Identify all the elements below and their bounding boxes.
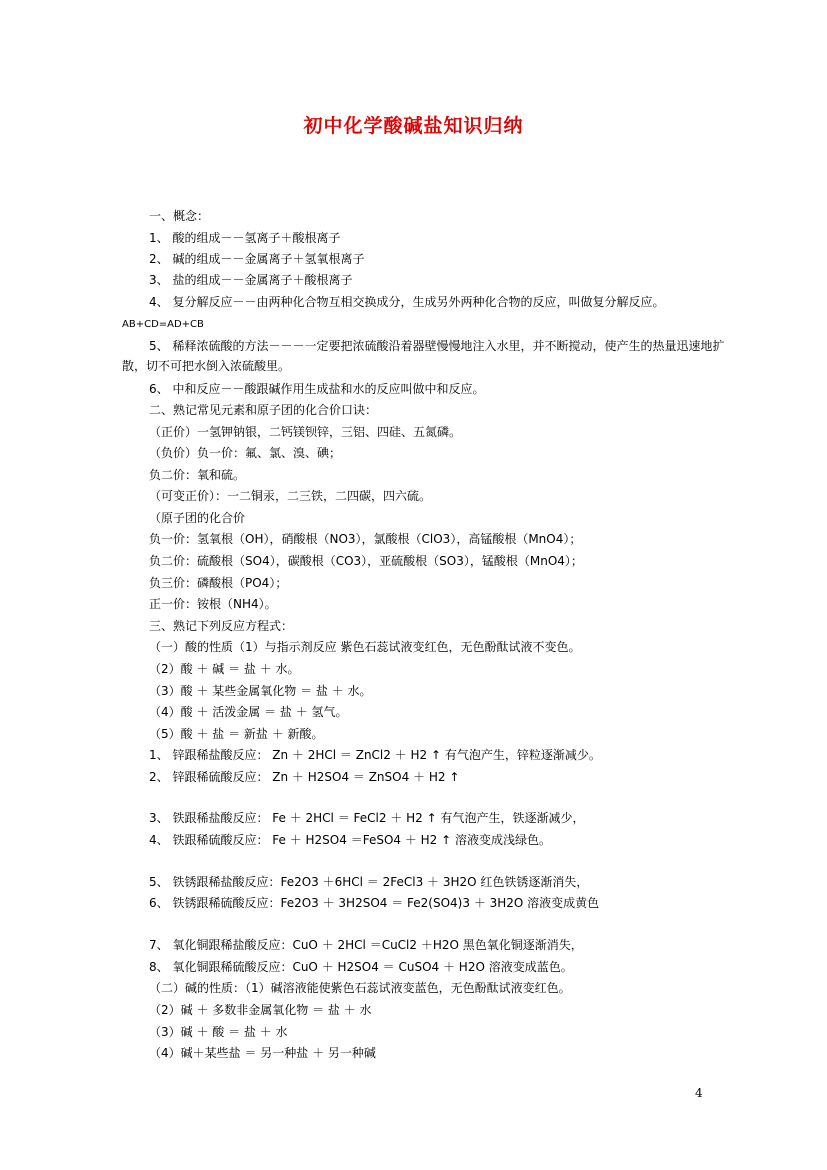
text-line: 5、 铁锈跟稀盐酸反应：Fe2O3 ＋6HCl ＝ 2FeCl3 ＋ 3H2O 红色铁锈逐渐消失， — [149, 875, 589, 889]
text-line: （4）碱＋某些盐 ＝ 另一种盐 ＋ 另一种碱 — [149, 1046, 376, 1060]
text-line: 1、 酸的组成－－氢离子＋酸根离子 — [149, 231, 341, 245]
text-line: 3、 盐的组成－－金属离子＋酸根离子 — [149, 273, 353, 287]
text-line: （可变正价）：一二铜汞，二三铁，二四碳，四六硫。 — [149, 489, 432, 503]
text-line: （2）碱 ＋ 多数非金属氧化物 ＝ 盐 ＋ 水 — [149, 1003, 372, 1017]
text-line: （2）酸 ＋ 碱 ＝ 盐 ＋ 水。 — [149, 662, 300, 676]
text-line: （5）酸 ＋ 盐 ＝ 新盐 ＋ 新酸。 — [149, 727, 324, 741]
text-line: （负价）负一价：氟、氯、溴、碘； — [149, 446, 342, 460]
text-line: 2、 锌跟稀硫酸反应： Zn ＋ H2SO4 ＝ ZnSO4 ＋ H2 ↑ — [149, 770, 460, 784]
section-heading: 一、概念： — [149, 209, 210, 223]
text-line: AB+CD=AD+CB — [122, 319, 204, 330]
section-heading: 二、熟记常见元素和原子团的化合价口诀： — [149, 403, 378, 417]
text-line: （一）酸的性质（1）与指示剂反应 紫色石蕊试液变红色，无色酚酞试液不变色。 — [149, 640, 581, 654]
text-line: 2、 碱的组成－－金属离子＋氢氧根离子 — [149, 252, 365, 266]
text-line: 3、 铁跟稀盐酸反应： Fe ＋ 2HCl ＝ FeCl2 ＋ H2 ↑ 有气泡产生，铁逐渐减少， — [149, 811, 585, 825]
text-line: 4、 复分解反应－－由两种化合物互相交换成分，生成另外两种化合物的反应，叫做复分解反应。 — [149, 295, 665, 309]
text-line: 7、 氧化铜跟稀盐酸反应：CuO ＋ 2HCl ＝CuCl2 ＋H2O 黑色氧化铜逐渐消失， — [149, 938, 583, 952]
text-line: （3）酸 ＋ 某些金属氧化物 ＝ 盐 ＋ 水。 — [149, 684, 372, 698]
text-line: （原子团的化合价 — [149, 511, 246, 525]
text-paragraph: 5、 稀释浓硫酸的方法－－－一定要把浓硫酸沿着器壁慢慢地注入水里，并不断搅动，使产生的热量迅速地扩散，切不可把水倒入浓硫酸里。 — [122, 339, 725, 373]
text-line: （二）碱的性质：（1）碱溶液能使紫色石蕊试液变蓝色，无色酚酞试液变红色。 — [149, 981, 571, 995]
text-line: 4、 铁跟稀硫酸反应： Fe ＋ H2SO4 ＝FeSO4 ＋ H2 ↑ 溶液变成浅绿色。 — [149, 833, 551, 847]
text-line: 1、 锌跟稀盐酸反应： Zn ＋ 2HCl ＝ ZnCl2 ＋ H2 ↑ 有气泡产生，锌粒逐渐减少。 — [149, 748, 601, 762]
text-line: 负二价：氧和硫。 — [149, 468, 246, 482]
document-title: 初中化学酸碱盐知识归纳 — [303, 115, 524, 137]
text-line: （3）碱 ＋ 酸 ＝ 盐 ＋ 水 — [149, 1025, 288, 1039]
text-line: 6、 中和反应－－酸跟碱作用生成盐和水的反应叫做中和反应。 — [149, 382, 485, 396]
page-number: 4 — [695, 1086, 703, 1100]
text-line: 负一价：氢氧根（OH），硝酸根（NO3），氯酸根（ClO3），高锰酸根（MnO4）； — [149, 532, 582, 546]
section-heading: 三、熟记下列反应方程式： — [149, 619, 294, 633]
text-line: 6、 铁锈跟稀硫酸反应：Fe2O3 ＋ 3H2SO4 ＝ Fe2(SO4)3 ＋ 3H2O 溶液变成黄色 — [149, 896, 600, 910]
text-line: 8、 氧化铜跟稀硫酸反应：CuO ＋ H2SO4 ＝ CuSO4 ＋ H2O 溶液变成蓝色。 — [149, 960, 573, 974]
text-line: 正一价：铵根（NH4）。 — [149, 597, 277, 611]
text-line: 负二价：硫酸根（SO4），碳酸根（CO3），亚硫酸根（SO3），锰酸根（MnO4）； — [149, 554, 583, 568]
text-line: （4）酸 ＋ 活泼金属 ＝ 盐 ＋ 氢气。 — [149, 705, 348, 719]
text-line: 负三价：磷酸根（PO4）； — [149, 576, 288, 590]
text-line: （正价）一氢钾钠银，二钙镁钡锌，三铝、四硅、五氮磷。 — [149, 425, 462, 439]
